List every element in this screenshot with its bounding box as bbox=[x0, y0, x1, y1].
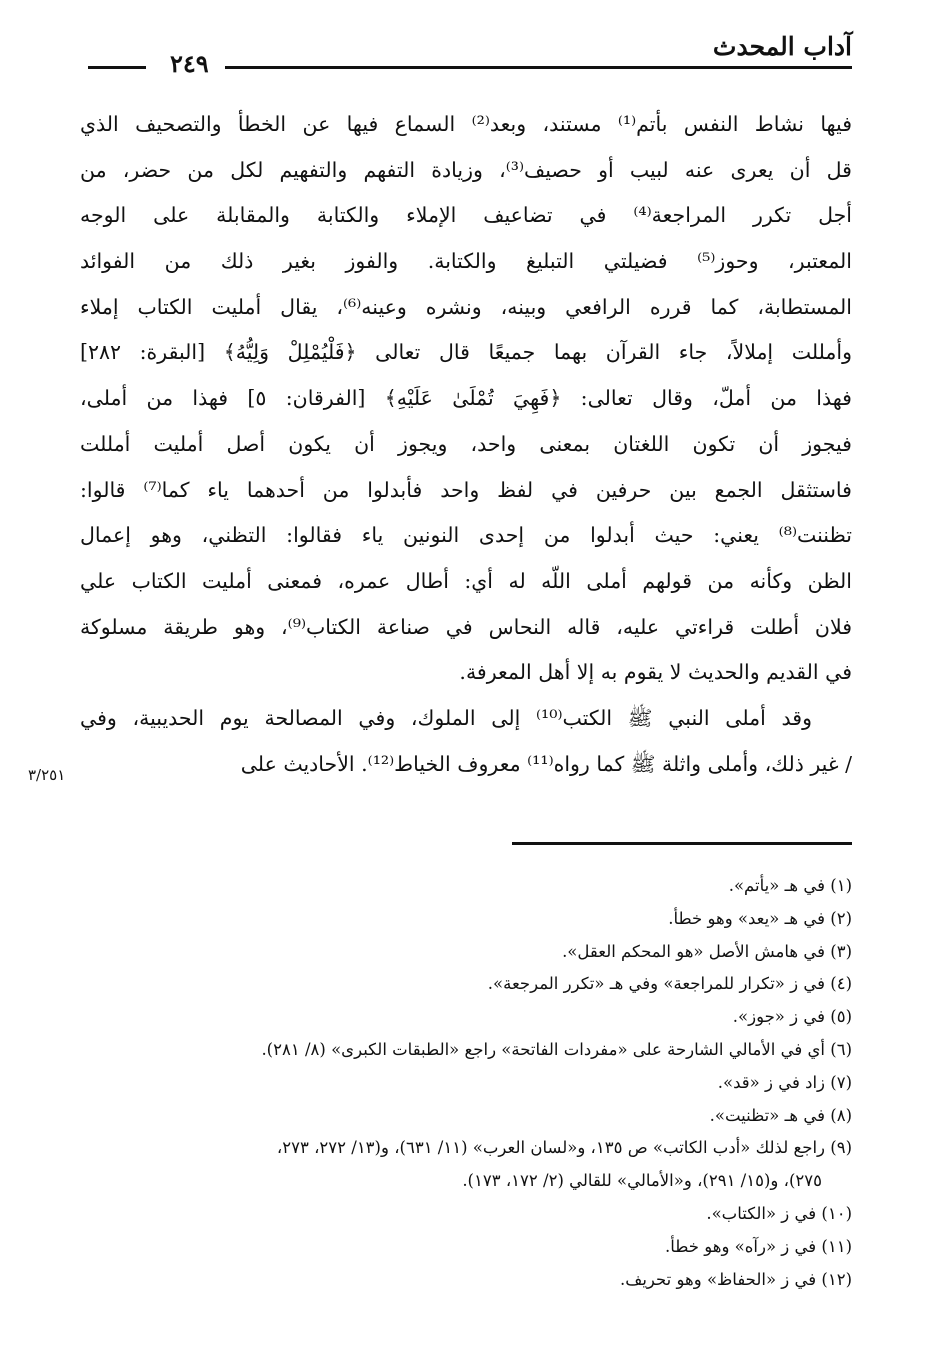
main-text bbox=[80, 102, 852, 787]
text-line: أجل تكرر المراجعة⁽⁴⁾ في تضاعيف الإملاء والكتابة والمقابلة على الوجه bbox=[80, 203, 852, 228]
text-line: المعتبر، وحوز⁽⁵⁾ فضيلتي التبليغ والكتابة. والفوز بغير ذلك من الفوائد bbox=[80, 249, 852, 274]
footnote: (٦) أي في الأمالي الشارحة على «مفردات الفاتحة» راجع «الطبقات الكبرى» (٨/ ٢٨١). bbox=[261, 1039, 852, 1059]
text-line: فلان أطلت قراءتي عليه، قاله النحاس في صناعة الكتاب⁽⁹⁾، وهو طريقة مسلوكة bbox=[80, 614, 852, 639]
footnote: (٧) زاد في ز «قد». bbox=[717, 1072, 852, 1092]
text-line: قل أن يعرى عنه لبيب أو حصيف⁽³⁾، وزيادة التفهم والتفهيم لكل من حضر، من bbox=[80, 157, 852, 182]
footnote: (٩) راجع لذلك «أدب الكاتب» ص ١٣٥، و«لسان العرب» (١١/ ٦٣١)، و(١٣/ ٢٧٢، ٢٧٣، bbox=[276, 1138, 852, 1158]
text-line: فيها نشاط النفس بأتم⁽¹⁾ مستند، وبعد⁽²⁾ السماع فيها عن الخطأ والتصحيف الذي bbox=[80, 112, 852, 136]
footnote: (٣) في هامش الأصل «هو المحكم العقل». bbox=[562, 941, 852, 961]
header-rule bbox=[225, 66, 852, 69]
text-line: وأمللت إملالاً، جاء القرآن بهما جميعًا قال تعالى ﴿فَلْيُمْلِلْ وَلِيُّهُ﴾ [البقرة: ٢٨٢] bbox=[80, 340, 852, 365]
footnote: (٤) في ز «تكرار للمراجعة» وفي هـ «تكرر المرجعة». bbox=[487, 974, 852, 994]
text-line: / غير ذلك، وأملى واثلة ﷺ كما رواه⁽¹¹⁾ معروف الخياط⁽¹²⁾. الأحاديث على bbox=[240, 751, 852, 776]
text-line: وقد أملى النبي ﷺ الكتب⁽¹⁰⁾ إلى الملوك، وفي المصالحة يوم الحديبية، وفي bbox=[80, 705, 813, 730]
running-title: آداب المحدث bbox=[712, 32, 852, 61]
page-header bbox=[80, 32, 852, 78]
text-line: فهذا من أملّ، وقال تعالى: ﴿فَهِيَ تُمْلَىٰ عَلَيْهِ﴾ [الفرقان: ٥] فهذا من أملى، bbox=[80, 386, 852, 411]
header-rule-short bbox=[88, 66, 146, 69]
footnote: (٢) في هـ «يعد» وهو خطأ. bbox=[668, 908, 852, 928]
footnote-continuation: ٢٧٥)، و(١٥/ ٢٩١)، و«الأمالي» للقالي (٢/ ١٧٢، ١٧٣). bbox=[462, 1171, 822, 1191]
text-line: في القديم والحديث لا يقوم به إلا أهل المعرفة. bbox=[459, 660, 852, 685]
footnote-separator bbox=[512, 842, 852, 845]
footnote: (٨) في هـ «تظنيت». bbox=[709, 1105, 852, 1125]
text-line: تظننت⁽⁸⁾ يعني: حيث أبدلوا من إحدى النونين ياء فقالوا: التظني، وهو إعمال bbox=[80, 523, 852, 548]
text-line: المستطابة، كما قرره الرافعي وبينه، ونشره وعينه⁽⁶⁾، يقال أمليت الكتاب إملاء bbox=[80, 294, 852, 319]
text-line: فيجوز أن تكون اللغتان بمعنى واحد، ويجوز أن يكون أصل أمليت أمللت bbox=[80, 431, 852, 456]
footnote: (١٢) في ز «الحفاظ» وهو تحريف. bbox=[620, 1269, 852, 1289]
footnote: (١٠) في ز «الكتاب». bbox=[706, 1203, 852, 1223]
footnote: (١) في هـ «يأتم». bbox=[728, 876, 852, 895]
footnote: (١١) في ز «رآه» وهو خطأ. bbox=[664, 1236, 852, 1256]
page-number: ٢٤٩ bbox=[160, 52, 219, 76]
text-line: الظن وكأنه من قولهم أملى اللّه له أي: أطال عمره، فمعنى أمليت الكتاب علي bbox=[80, 568, 852, 593]
margin-reference: ٣/٢٥١ bbox=[28, 766, 66, 784]
text-line: فاستثقل الجمع بين حرفين في لفظ واحد فأبدلوا من أحدهما ياء كما⁽⁷⁾ قالوا: bbox=[80, 477, 852, 502]
footnote: (٥) في ز «جوز». bbox=[732, 1007, 852, 1027]
footnotes bbox=[80, 870, 852, 1296]
